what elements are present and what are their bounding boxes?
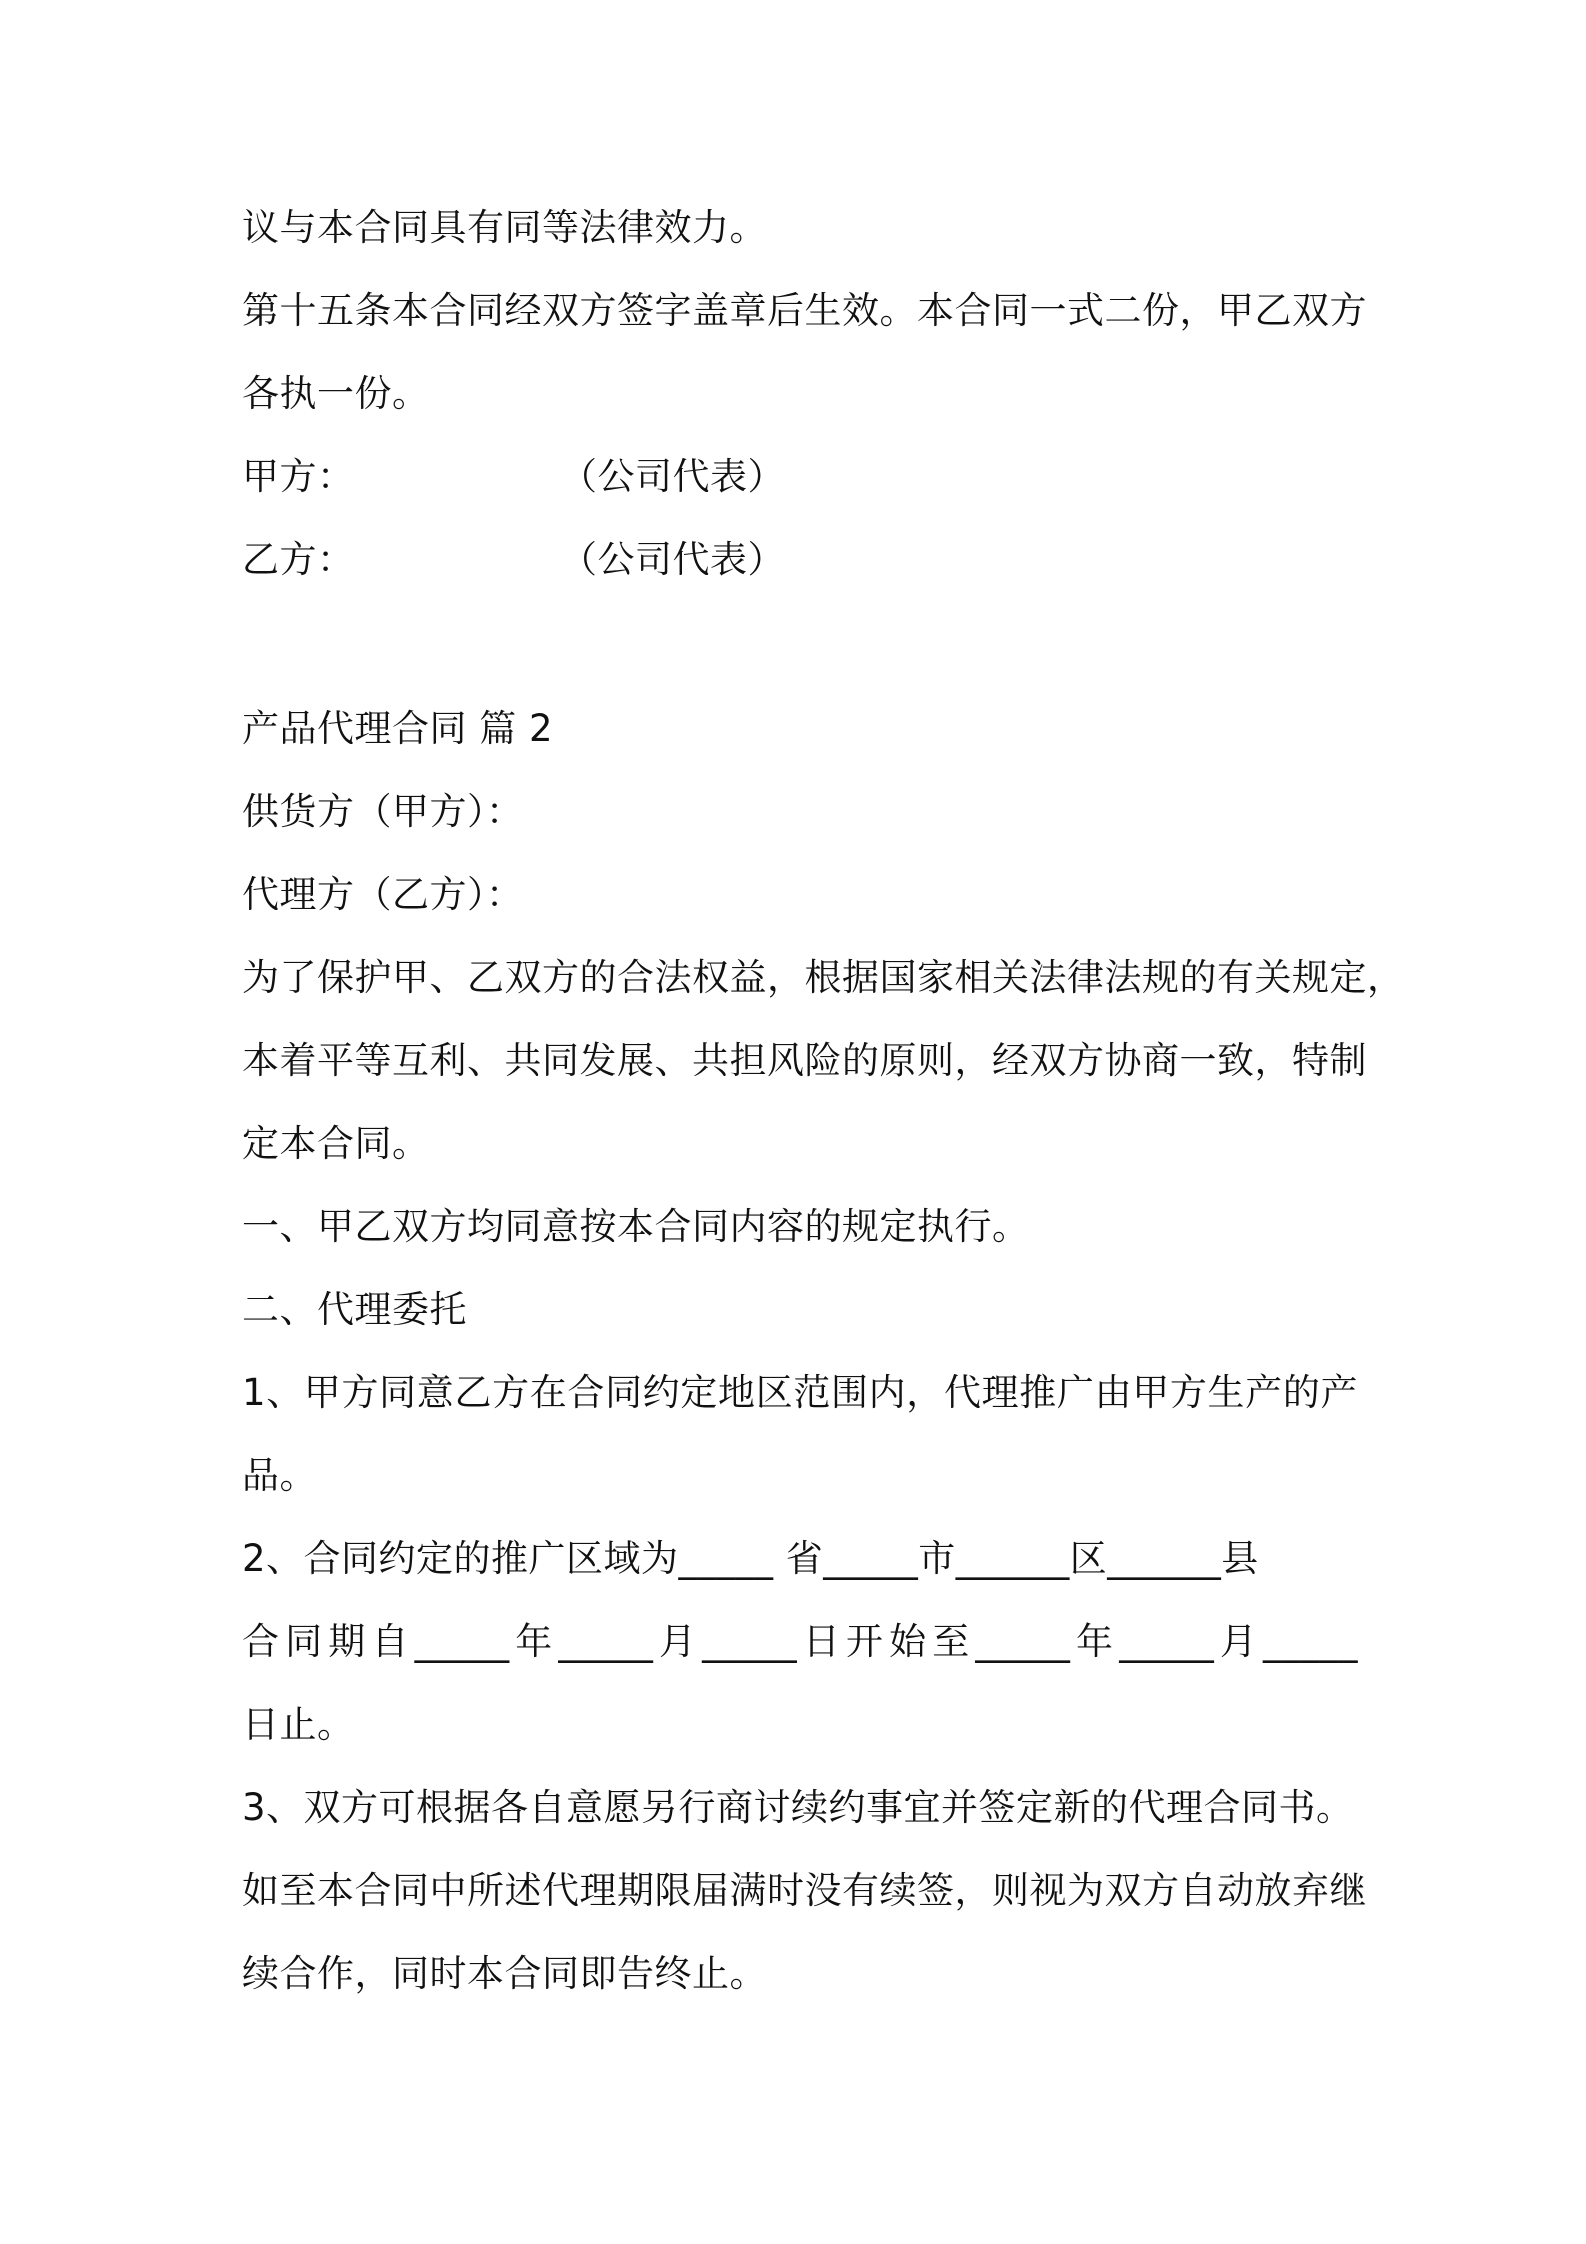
signature-line-party-b xyxy=(242,537,785,583)
paragraph-line: 合同期自_____年_____月_____日开始至_____年_____月_____ xyxy=(242,1620,1358,1663)
paragraph-line: 品。 xyxy=(242,1454,317,1497)
paragraph-line: 第十五条本合同经双方签字盖章后生效。本合同一式二份，甲乙双方 xyxy=(242,289,1367,332)
paragraph-line: 代理方（乙方）： xyxy=(242,873,524,916)
paragraph-line: 一、甲乙双方均同意按本合同内容的规定执行。 xyxy=(242,1205,1030,1248)
section-title: 产品代理合同 篇 2 xyxy=(242,707,554,750)
party-b-role: （公司代表） xyxy=(560,538,785,581)
party-a-role: （公司代表） xyxy=(560,455,785,498)
paragraph-line: 二、代理委托 xyxy=(242,1288,467,1331)
party-b-label: 乙方： xyxy=(242,538,355,581)
paragraph-line: 各执一份。 xyxy=(242,372,430,415)
paragraph-line: 如至本合同中所述代理期限届满时没有续签，则视为双方自动放弃继 xyxy=(242,1869,1367,1912)
signature-line-party-a xyxy=(242,454,785,500)
paragraph-line: 1、甲方同意乙方在合同约定地区范围内，代理推广由甲方生产的产 xyxy=(242,1371,1358,1414)
paragraph-line: 日止。 xyxy=(242,1703,355,1746)
paragraph-line: 3、双方可根据各自意愿另行商讨续约事宜并签定新的代理合同书。 xyxy=(242,1786,1354,1829)
party-a-label: 甲方： xyxy=(242,455,355,498)
paragraph-line: 为了保护甲、乙双方的合法权益，根据国家相关法律法规的有关规定， xyxy=(242,956,1405,999)
paragraph-line: 本着平等互利、共同发展、共担风险的原则，经双方协商一致，特制 xyxy=(242,1039,1367,1082)
paragraph-line: 定本合同。 xyxy=(242,1122,430,1165)
paragraph-line: 议与本合同具有同等法律效力。 xyxy=(242,206,767,249)
paragraph-line: 续合作，同时本合同即告终止。 xyxy=(242,1952,767,1995)
paragraph-line: 2、合同约定的推广区域为_____ 省_____市______区______县 xyxy=(242,1537,1259,1580)
paragraph-line: 供货方（甲方）： xyxy=(242,790,524,833)
